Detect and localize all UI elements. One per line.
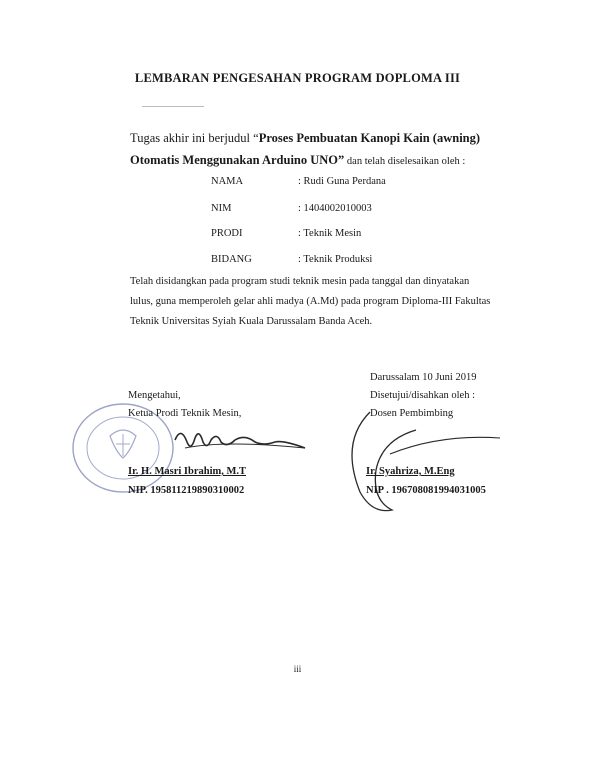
detail-value-nim: : 1404002010003 <box>298 203 372 214</box>
paragraph-line: Teknik Universitas Syiah Kuala Darussalam Banda Aceh. <box>130 316 373 327</box>
detail-value-bidang: : Teknik Produksi <box>298 254 373 265</box>
divider <box>142 106 204 107</box>
detail-label-bidang: BIDANG <box>211 254 252 265</box>
right-role-label: Dosen Pembimbing <box>370 408 454 419</box>
right-signatory-name: Ir. Syahriza, M.Eng <box>366 466 455 477</box>
left-signatory-nip: NIP. 195811219890310002 <box>128 485 245 496</box>
document-title: LEMBARAN PENGESAHAN PROGRAM DOPLOMA III <box>134 71 461 85</box>
page-number: iii <box>293 664 302 674</box>
paragraph-line: lulus, guna memperoleh gelar ahli madya (A.Md) pada program Diploma-III Fakultas <box>130 296 491 307</box>
detail-label-prodi: PRODI <box>211 228 243 239</box>
paragraph-line: Telah disidangkan pada program studi teknik mesin pada tanggal dan dinyatakan <box>130 276 470 287</box>
intro-paragraph <box>130 127 510 173</box>
approval-paragraph <box>130 272 510 332</box>
left-role-label: Ketua Prodi Teknik Mesin, <box>128 408 242 419</box>
project-title: Proses Pembuatan Kanopi Kain (awning) Otomatis Menggunakan Arduino UNO <box>130 131 481 167</box>
intro-suffix: dan telah diselesaikan oleh : <box>344 156 466 167</box>
detail-value-prodi: : Teknik Mesin <box>298 228 362 239</box>
left-signature-icon <box>165 418 325 458</box>
intro-prefix: Tugas akhir ini berjudul “ <box>130 131 259 145</box>
detail-label-nama: NAMA <box>211 176 244 187</box>
place-date: Darussalam 10 Juni 2019 <box>370 372 477 383</box>
left-acknowledged-label: Mengetahui, <box>128 390 181 401</box>
right-signatory-nip: NIP . 196708081994031005 <box>366 485 486 496</box>
right-approval-label: Disetujui/disahkan oleh : <box>370 390 475 401</box>
detail-value-nama: : Rudi Guna Perdana <box>298 176 386 187</box>
detail-label-nim: NIM <box>211 203 232 214</box>
left-signatory-name: Ir. H. Masri Ibrahim, M.T <box>128 466 247 477</box>
intro-closing-quote: ” <box>338 153 345 167</box>
